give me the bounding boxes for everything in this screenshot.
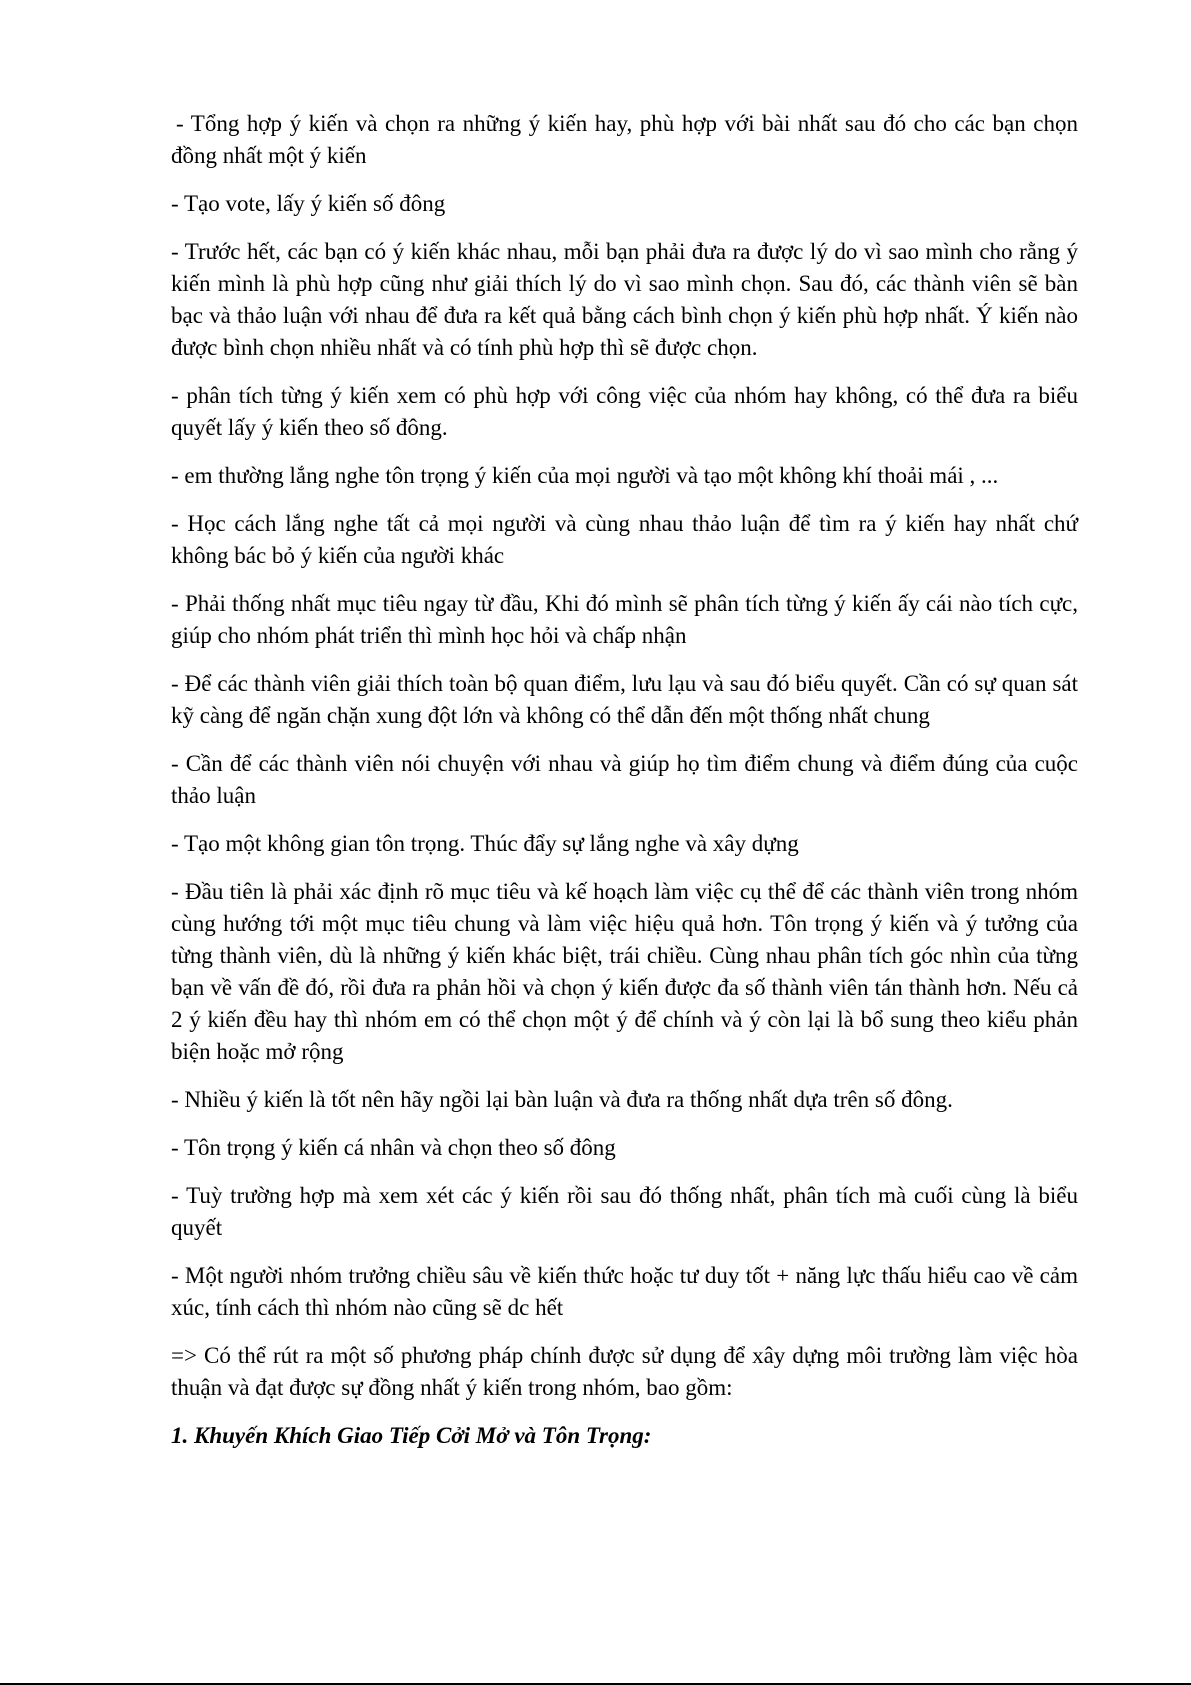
paragraph-explain-viewpoints: - Để các thành viên giải thích toàn bộ quan điểm, lưu lạu và sau đó biểu quyết. Cần có sự quan sát kỹ càng để ngăn chặn xung đột lớn và không có thể dẫn đến một thống nhất chung — [171, 671, 1078, 728]
paragraph-team-leader: - Một người nhóm trưởng chiều sâu về kiến thức hoặc tư duy tốt + năng lực thấu hiểu cao về cảm xúc, tính cách thì nhóm nào cũng sẽ dc hết — [171, 1263, 1078, 1320]
section-heading: 1. Khuyến Khích Giao Tiếp Cởi Mở và Tôn Trọng: — [171, 1423, 652, 1448]
paragraph-respect-individual: - Tôn trọng ý kiến cá nhân và chọn theo số đông — [171, 1135, 616, 1160]
paragraph-define-goals: - Đầu tiên là phải xác định rõ mục tiêu và kế hoạch làm việc cụ thể để các thành viên trong nhóm cùng hướng tới một mục tiêu chung và làm việc hiệu quả hơn. Tôn trọng ý kiến và ý tưởng của từng thành viên, dù là những ý kiến khác biệt, trái chiều. Cùng nhau phân tích góc nhìn của từng bạn về vấn đề đó, rồi đưa ra phản hồi và chọn ý kiến được đa số thành viên tán thành hơn. Nếu cả 2 ý kiến đều hay thì nhóm em có thể chọn một ý để chính và ý còn lại là bổ sung theo kiểu phản biện hoặc mở rộng — [171, 879, 1078, 1064]
paragraph-unify-goals: - Phải thống nhất mục tiêu ngay từ đầu, Khi đó mình sẽ phân tích từng ý kiến ấy cái nào tích cực, giúp cho nhóm phát triển thì mình học hỏi và chấp nhận — [171, 591, 1078, 648]
paragraph-conclusion: => Có thể rút ra một số phương pháp chính được sử dụng để xây dựng môi trường làm việc hòa thuận và đạt được sự đồng nhất ý kiến trong nhóm, bao gồm: — [171, 1343, 1078, 1400]
paragraph-many-opinions: - Nhiều ý kiến là tốt nên hãy ngồi lại bàn luận và đưa ra thống nhất dựa trên số đông. — [171, 1087, 953, 1112]
paragraph-learn-to-listen: - Học cách lắng nghe tất cả mọi người và cùng nhau thảo luận để tìm ra ý kiến hay nhất chứ không bác bỏ ý kiến của người khác — [171, 511, 1078, 568]
paragraph-respect-space: - Tạo một không gian tôn trọng. Thúc đẩy sự lắng nghe và xây dựng — [171, 831, 799, 856]
paragraph-summarize-opinions: - Tổng hợp ý kiến và chọn ra những ý kiến hay, phù hợp với bài nhất sau đó cho các bạn chọn đồng nhất một ý kiến — [171, 111, 1078, 168]
paragraph-analyze-opinions: - phân tích từng ý kiến xem có phù hợp với công việc của nhóm hay không, có thể đưa ra biểu quyết lấy ý kiến theo số đông. — [171, 383, 1078, 440]
paragraph-explain-reasons: - Trước hết, các bạn có ý kiến khác nhau, mỗi bạn phải đưa ra được lý do vì sao mình cho rằng ý kiến mình là phù hợp cũng như giải thích lý do vì sao mình chọn. Sau đó, các thành viên sẽ bàn bạc và thảo luận với nhau để đưa ra kết quả bằng cách bình chọn ý kiến phù hợp nhất. Ý kiến nào được bình chọn nhiều nhất và có tính phù hợp thì sẽ được chọn. — [171, 239, 1078, 360]
paragraph-talk-together: - Cần để các thành viên nói chuyện với nhau và giúp họ tìm điểm chung và điểm đúng của cuộc thảo luận — [171, 751, 1078, 808]
document-page — [171, 108, 1078, 1452]
paragraph-case-by-case: - Tuỳ trường hợp mà xem xét các ý kiến rồi sau đó thống nhất, phân tích mà cuối cùng là biểu quyết — [171, 1183, 1078, 1240]
paragraph-create-vote: - Tạo vote, lấy ý kiến số đông — [171, 191, 446, 216]
paragraph-listen-respect: - em thường lắng nghe tôn trọng ý kiến của mọi người và tạo một không khí thoải mái , ... — [171, 463, 999, 488]
